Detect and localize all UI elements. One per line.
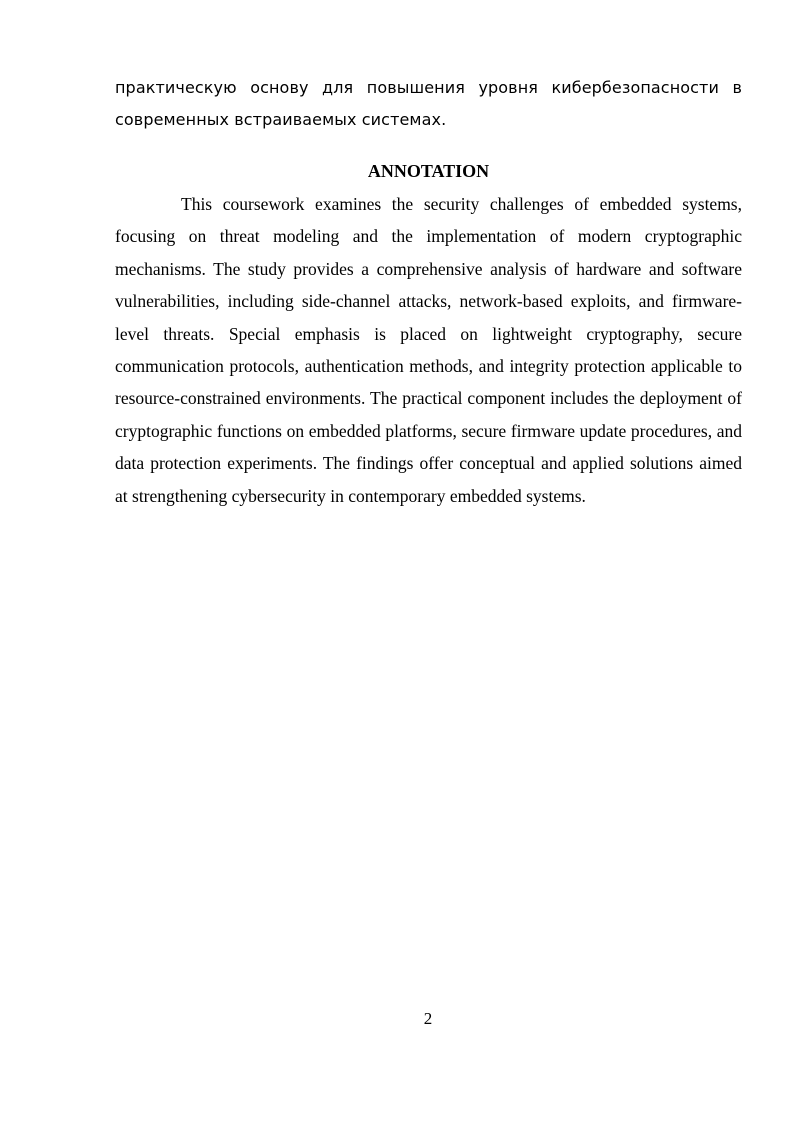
annotation-paragraph: This coursework examines the security challenges of embedded systems, focusing on threat modeling and the implementation of modern cryptographic mechanisms. The study provides a comprehensive analysis of hardware and software vulnerabilities, including side-channel attacks, network-based exploits, and firmware-level threats. Special emphasis is placed on lightweight cryptography, secure communication protocols, authentication methods, and integrity protection applicable to resource-constrained environments. The practical component includes the deployment of cryptographic functions on embedded platforms, secure firmware update procedures, and data protection experiments. The findings offer conceptual and applied solutions aimed at strengthening cybersecurity in contemporary embedded systems. [115,194,742,506]
continuation-paragraph: практическую основу для повышения уровня кибербезопасности в современных встраиваемых системах. [115,78,742,130]
page-number: 2 [423,1009,433,1028]
annotation-heading: ANNOTATION [367,161,490,181]
